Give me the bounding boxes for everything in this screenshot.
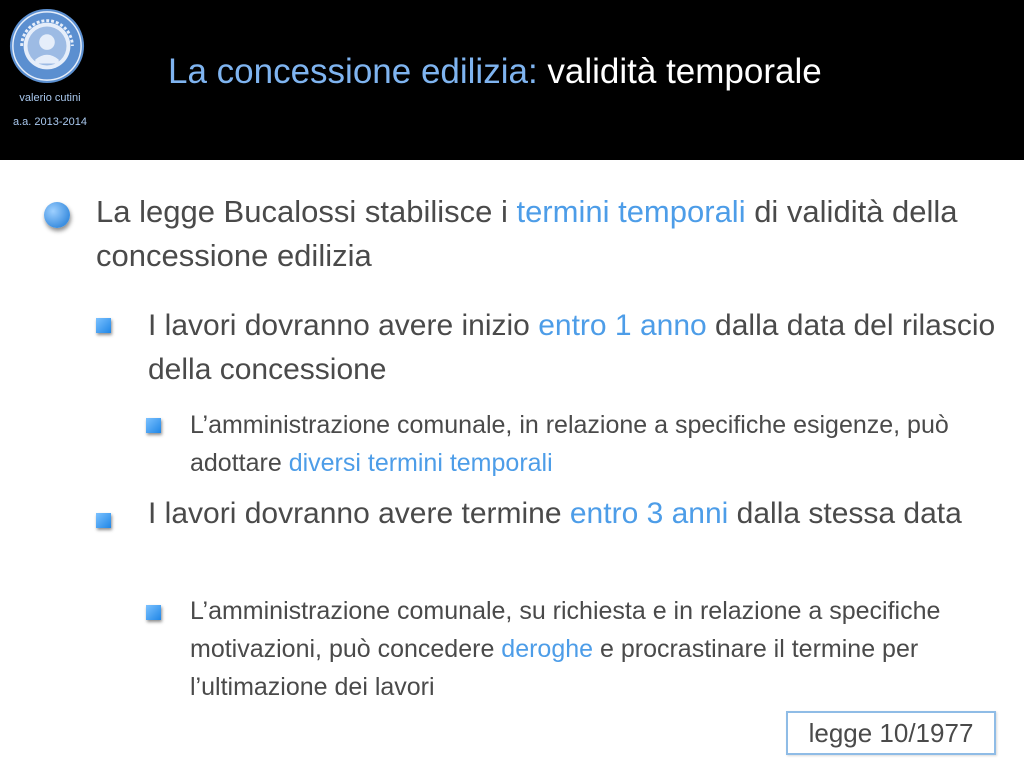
academic-year: a.a. 2013-2014 (12, 116, 87, 128)
bullet-end-works: I lavori dovranno avere termine entro 3 anni dalla stessa data (148, 497, 962, 530)
square-bullet-icon (146, 605, 161, 620)
slide-title-sub: validità temporale (547, 52, 822, 91)
author-name: valerio cutini (19, 92, 81, 104)
bullet-bucalossi-law: La legge Bucalossi stabilisce i termini temporali di validità della concessione edilizia (96, 194, 958, 273)
square-bullet-icon (96, 318, 111, 333)
square-bullet-icon (96, 513, 111, 528)
slide-title-main: La concessione edilizia: (168, 52, 538, 91)
bullet-derogations: L’amministrazione comunale, su richiesta e in relazione a specifiche motivazioni, può concedere deroghe e procrastinare il termine per l’ultimazione dei lavori (190, 597, 941, 701)
bullet-municipal-terms: L’amministrazione comunale, in relazione a specifiche esigenze, può adottare diversi termini temporali (190, 411, 949, 477)
circle-bullet-icon (44, 202, 70, 228)
square-bullet-icon (146, 418, 161, 433)
law-reference-box: legge 10/1977 (786, 711, 996, 755)
bullet-start-works: I lavori dovranno avere inizio entro 1 anno dalla data del rilascio della concessione (148, 309, 996, 386)
